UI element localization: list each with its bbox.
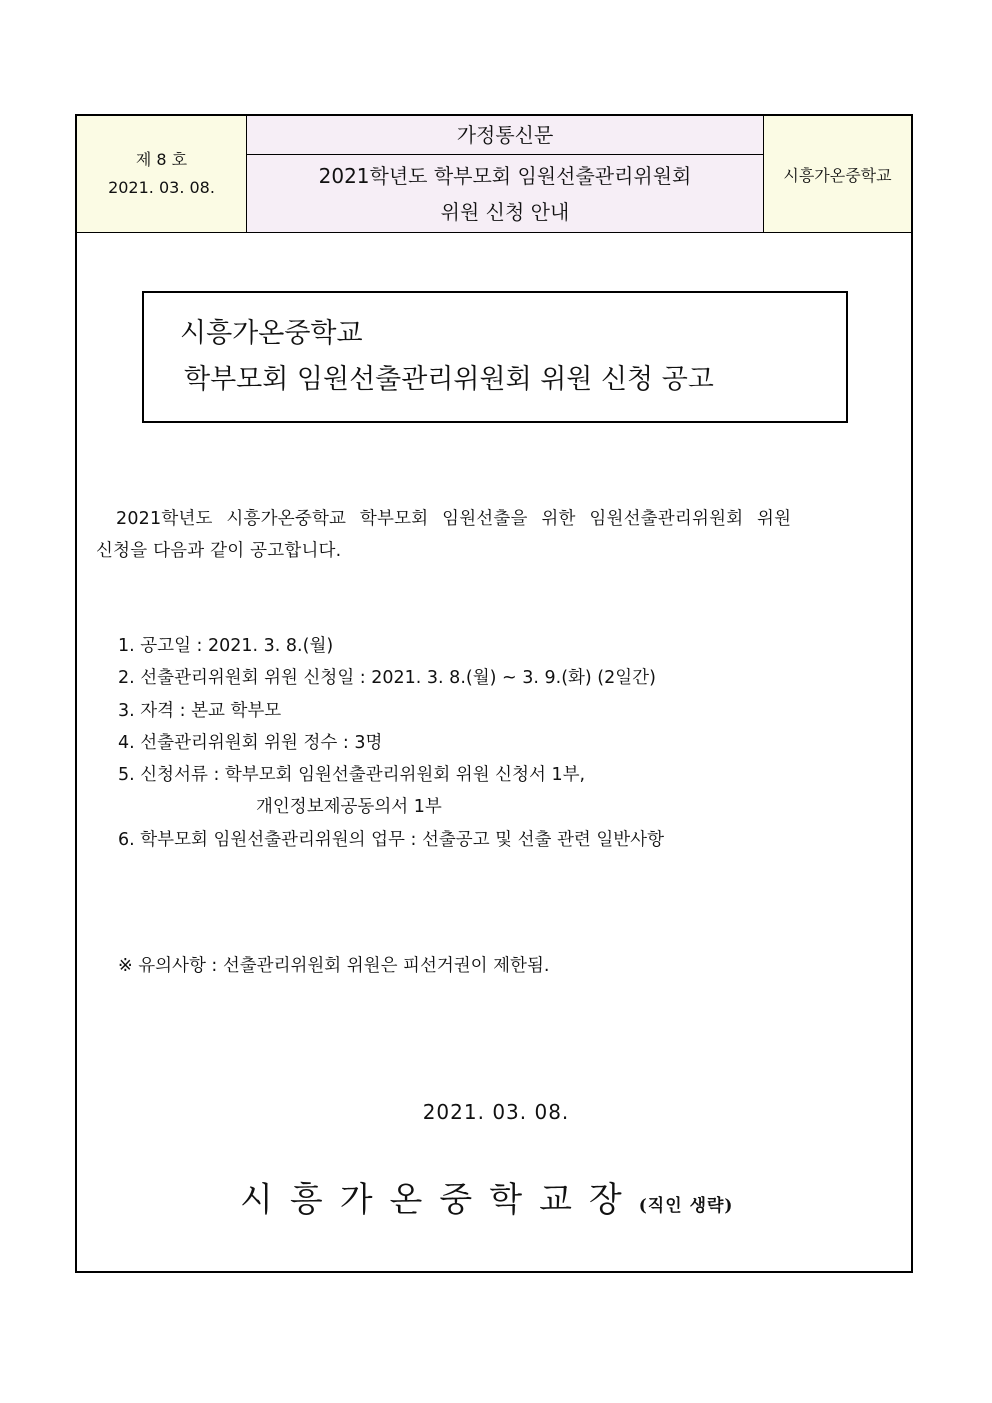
issue-info-cell <box>77 116 247 232</box>
intro-line2: 신청을 다음과 같이 공고합니다. <box>96 541 342 561</box>
item-list <box>118 630 898 856</box>
doc-title <box>247 155 763 230</box>
doc-title-line1: 2021학년도 학부모회 임원선출관리위원회 <box>318 164 692 188</box>
header-table <box>77 116 911 233</box>
signer-name: 시흥가온중학교장 <box>240 1180 639 1220</box>
signature <box>240 1172 733 1221</box>
school-name: 시흥가온중학교 <box>783 165 892 185</box>
seal-note: (직인 생략) <box>638 1196 734 1216</box>
list-item: 4. 선출관리위원회 위원 정수 : 3명 <box>118 732 383 753</box>
notice-school: 시흥가온중학교 <box>180 318 363 349</box>
doc-type: 가정통신문 <box>247 116 763 155</box>
footer-date: 2021. 03. 08. <box>422 1100 570 1124</box>
doc-title-line2: 위원 신청 안내 <box>440 200 570 224</box>
list-item: 1. 공고일 : 2021. 3. 8.(월) <box>118 636 334 656</box>
intro-line1: 2021학년도 시흥가온중학교 학부모회 임원선출을 위한 임원선출관리위원회 위원 <box>116 509 792 529</box>
title-cell <box>247 116 763 232</box>
issue-date: 2021. 03. 08. <box>108 178 215 197</box>
notice-title: 학부모회 임원선출관리위원회 위원 신청 공고 <box>184 364 714 395</box>
list-item: 6. 학부모회 임원선출관리위원의 업무 : 선출공고 및 선출 관련 일반사항 <box>118 829 664 850</box>
issue-number: 제 8 호 <box>135 150 188 169</box>
list-item: 3. 자격 : 본교 학부모 <box>118 700 282 721</box>
caution-note: ※ 유의사항 : 선출관리위원회 위원은 피선거권이 제한됨. <box>118 956 550 976</box>
list-item: 2. 선출관리위원회 위원 신청일 : 2021. 3. 8.(월) ~ 3. 9.(화) (2일간) <box>118 668 656 689</box>
list-item-continuation: 개인정보제공동의서 1부 <box>256 797 442 818</box>
intro-paragraph <box>96 503 896 567</box>
list-item: 5. 신청서류 : 학부모회 임원선출관리위원회 위원 신청서 1부, <box>118 765 586 786</box>
notice-box <box>142 291 848 423</box>
school-cell <box>763 116 911 232</box>
